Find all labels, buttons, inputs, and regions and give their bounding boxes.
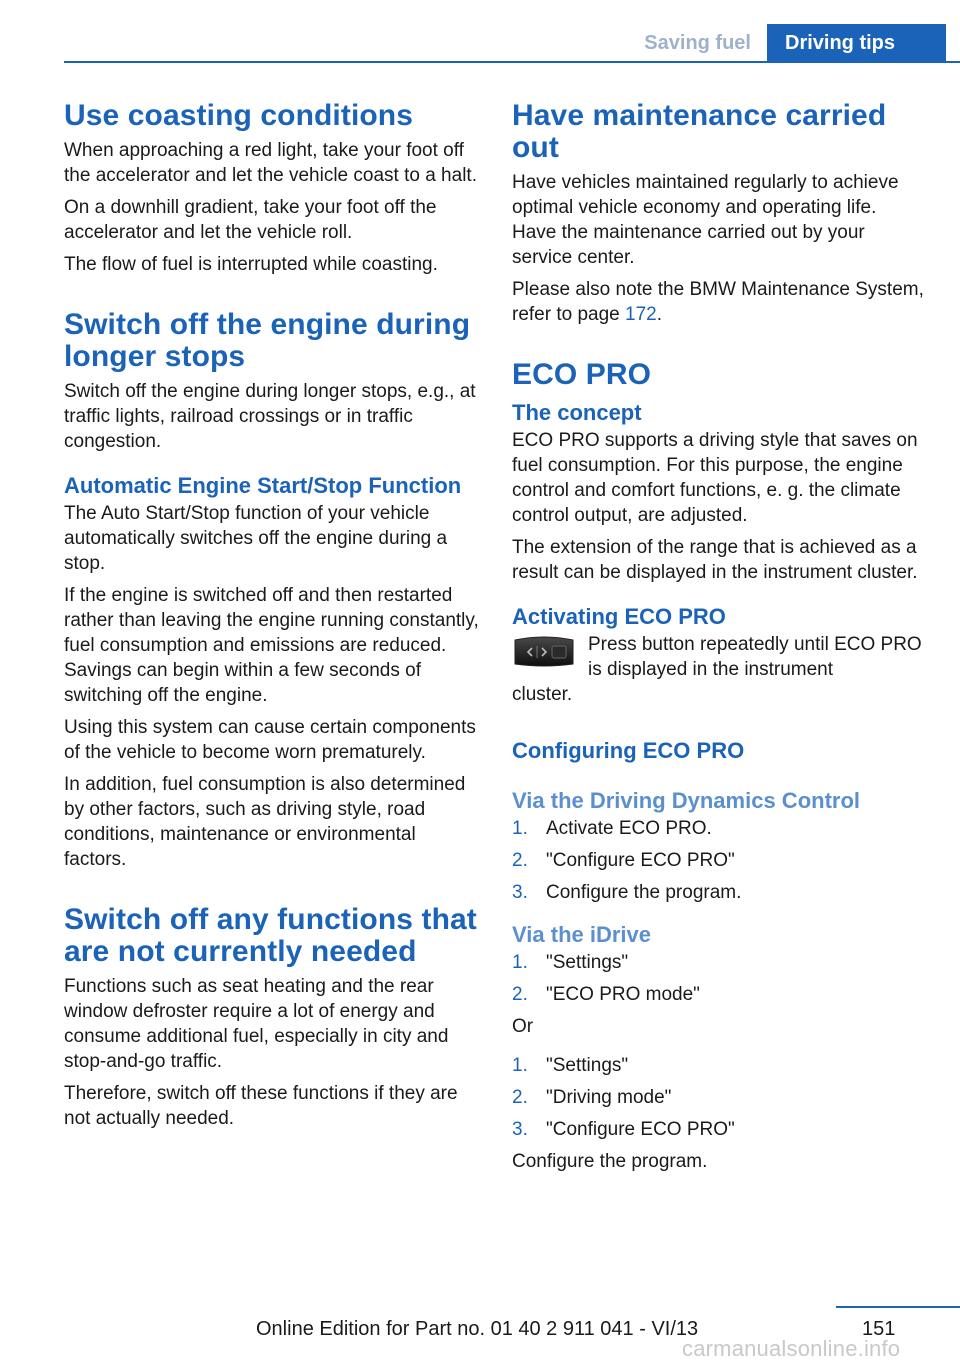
heading-coasting: Use coasting conditions bbox=[64, 99, 414, 132]
subheading-via-idrive: Via the iDrive bbox=[512, 922, 651, 947]
paragraph: The Auto Start/Stop function of your vehicle automatically switches off the engine during a stop. bbox=[64, 503, 448, 574]
step-text: "Settings" bbox=[546, 952, 629, 973]
subheading-auto-start-stop: Automatic Engine Start/Stop Function bbox=[64, 473, 462, 498]
step-number: 1. bbox=[512, 1055, 528, 1076]
list-item bbox=[512, 880, 924, 905]
paragraph: Using this system can cause certain components of the vehicle to become worn prematurely. bbox=[64, 717, 476, 763]
list-item bbox=[512, 950, 924, 975]
subheading-activating: Activating ECO PRO bbox=[512, 604, 726, 629]
activating-instruction bbox=[512, 632, 924, 682]
tab-saving-fuel[interactable]: Saving fuel bbox=[644, 32, 751, 54]
paragraph: When approaching a red light, take your foot off the accelerator and let the vehicle coast to a halt. bbox=[64, 140, 477, 186]
page-number-rule bbox=[836, 1306, 960, 1308]
right-column bbox=[512, 100, 924, 1181]
step-text: "Configure ECO PRO" bbox=[546, 1119, 735, 1140]
paragraph-maintenance-ref bbox=[512, 277, 924, 327]
list-item bbox=[512, 1117, 924, 1142]
idrive-steps-list-b bbox=[512, 1053, 924, 1142]
header-rule bbox=[64, 61, 960, 63]
step-text: "ECO PRO mode" bbox=[546, 984, 700, 1005]
idrive-steps-list-a bbox=[512, 950, 924, 1007]
text: . bbox=[656, 304, 663, 325]
heading-switch-off-functions: Switch off any functions that are not currently needed bbox=[64, 903, 477, 968]
step-text: Configure the program. bbox=[546, 882, 742, 903]
step-text: "Settings" bbox=[546, 1055, 629, 1076]
heading-switch-off-engine: Switch off the engine during longer stops bbox=[64, 308, 471, 373]
step-number: 1. bbox=[512, 818, 528, 839]
paragraph: In addition, fuel consumption is also determined by other factors, such as driving style, road conditions, maintenance or environmental factors. bbox=[64, 774, 466, 870]
footer-edition: Online Edition for Part no. 01 40 2 911 041 - VI/13 bbox=[256, 1318, 699, 1340]
paragraph: The flow of fuel is interrupted while coasting. bbox=[64, 254, 438, 275]
step-number: 2. bbox=[512, 984, 528, 1005]
subheading-via-ddc: Via the Driving Dynamics Control bbox=[512, 788, 861, 813]
paragraph: ECO PRO supports a driving style that saves on fuel consumption. For this purpose, the engine control and comfort functions, e. g. the climate control output, are adjusted. bbox=[512, 430, 918, 526]
paragraph: Functions such as seat heating and the rear window defroster require a lot of energy and consume additional fuel, especially in city and stop-and-go traffic. bbox=[64, 976, 449, 1072]
page-reference-link[interactable]: 172 bbox=[625, 304, 657, 325]
ddc-steps-list bbox=[512, 816, 924, 905]
paragraph-continuation: cluster. bbox=[512, 684, 573, 705]
list-item bbox=[512, 1085, 924, 1110]
activating-text: Press button repeatedly until ECO PRO is displayed in the instrument bbox=[588, 634, 922, 680]
list-item bbox=[512, 982, 924, 1007]
heading-eco-pro: ECO PRO bbox=[512, 358, 652, 391]
step-number: 2. bbox=[512, 850, 528, 871]
page-number: 151 bbox=[862, 1318, 896, 1340]
paragraph: The extension of the range that is achieved as a result can be displayed in the instrument cluster. bbox=[512, 537, 918, 583]
step-number: 2. bbox=[512, 1087, 528, 1108]
paragraph: Have vehicles maintained regularly to achieve optimal vehicle economy and operating life. Have the maintenance carried out by your service center. bbox=[512, 172, 899, 268]
tab-driving-tips[interactable]: Driving tips bbox=[767, 24, 946, 62]
step-text: "Driving mode" bbox=[546, 1087, 672, 1108]
paragraph: If the engine is switched off and then restarted rather than leaving the engine running constantly, fuel consumption and emissions are reduced. Savings can begin within a few seconds of switching off the engine. bbox=[64, 585, 479, 706]
paragraph: Therefore, switch off these functions if they are not actually needed. bbox=[64, 1083, 458, 1129]
paragraph: Switch off the engine during longer stops, e.g., at traffic lights, railroad crossings or in traffic congestion. bbox=[64, 381, 476, 452]
left-column bbox=[64, 100, 480, 1138]
step-number: 3. bbox=[512, 1119, 528, 1140]
step-text: Activate ECO PRO. bbox=[546, 818, 712, 839]
text: Please also note the BMW Maintenance System, refer to page bbox=[512, 279, 924, 325]
list-item bbox=[512, 848, 924, 873]
paragraph: Configure the program. bbox=[512, 1151, 708, 1172]
heading-maintenance: Have maintenance carried out bbox=[512, 99, 887, 164]
step-number: 3. bbox=[512, 882, 528, 903]
step-number: 1. bbox=[512, 952, 528, 973]
subheading-concept: The concept bbox=[512, 400, 642, 425]
driving-dynamics-button-icon bbox=[512, 634, 576, 668]
subheading-configuring: Configuring ECO PRO bbox=[512, 738, 745, 763]
or-text: Or bbox=[512, 1016, 534, 1037]
list-item bbox=[512, 1053, 924, 1078]
list-item bbox=[512, 816, 924, 841]
step-text: "Configure ECO PRO" bbox=[546, 850, 735, 871]
paragraph: On a downhill gradient, take your foot off the accelerator and let the vehicle roll. bbox=[64, 197, 437, 243]
watermark: carmanualsonline.info bbox=[682, 1336, 901, 1361]
header-tabs bbox=[628, 24, 946, 62]
